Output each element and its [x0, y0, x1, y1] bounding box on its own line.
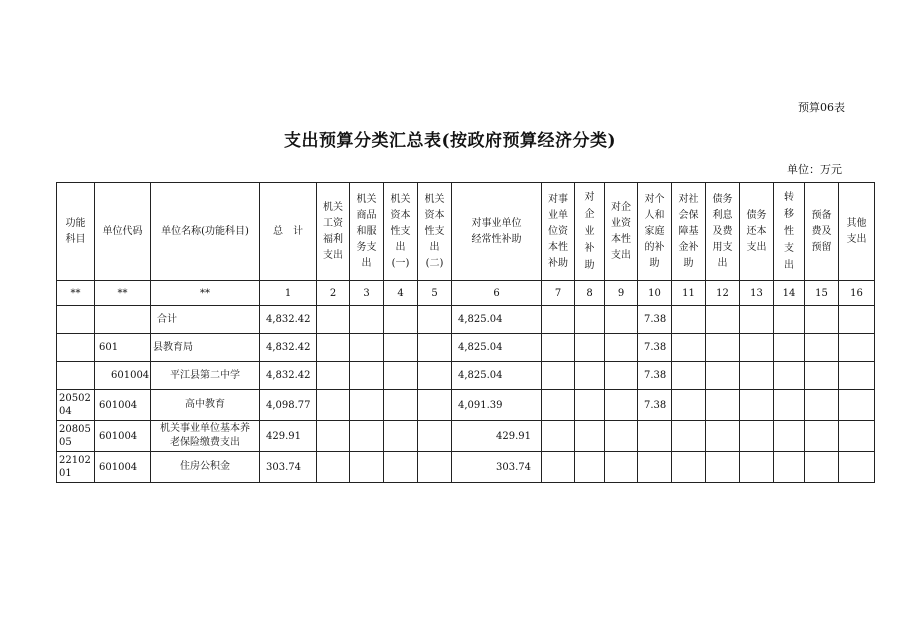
value-cell-c3: [350, 334, 384, 362]
col-3-header: 机关商品和服务支出: [350, 183, 384, 281]
value-cell-c3: [350, 452, 384, 483]
value-cell-c5: [418, 452, 452, 483]
value-cell-c15: [805, 362, 839, 390]
value-cell-c3: [350, 306, 384, 334]
value-cell-c13: [740, 452, 774, 483]
value-cell-c7: [542, 334, 575, 362]
value-cell-c3: [350, 362, 384, 390]
func-code-cell: [57, 334, 95, 362]
func-code-cell: [57, 362, 95, 390]
index-cell: 6: [452, 281, 542, 306]
value-cell-c12: [706, 390, 740, 421]
table-row: [57, 306, 875, 334]
value-cell-c8: [575, 452, 605, 483]
value-cell-c4: [384, 421, 418, 452]
value-cell-c9: [605, 334, 638, 362]
value-cell-c13: [740, 362, 774, 390]
total-cell: 429.91: [260, 421, 317, 452]
value-cell-c11: [672, 421, 706, 452]
col-9-header: 对企业资本性支出: [605, 183, 638, 281]
unit-code-cell: 601004: [95, 362, 151, 390]
value-cell-c5: [418, 421, 452, 452]
value-cell-c12: [706, 452, 740, 483]
unit-name-text: 住房公积金: [180, 461, 230, 472]
value-cell-c15: [805, 452, 839, 483]
func-code-cell: 2210201: [57, 452, 95, 483]
value-cell-c6: 4,825.04: [452, 362, 542, 390]
value-cell-c15: [805, 334, 839, 362]
index-cell: 13: [740, 281, 774, 306]
value-cell-c10: [638, 452, 672, 483]
value-cell-c14: [774, 452, 805, 483]
index-cell: 15: [805, 281, 839, 306]
value-cell-c7: [542, 452, 575, 483]
value-cell-c12: [706, 306, 740, 334]
value-cell-c8: [575, 421, 605, 452]
value-cell-c8: [575, 306, 605, 334]
col-14-header: 转移性支出: [774, 183, 805, 281]
value-cell-c7: [542, 306, 575, 334]
value-cell-c8: [575, 334, 605, 362]
total-cell: 4,832.42: [260, 306, 317, 334]
value-cell-c2: [317, 362, 350, 390]
col-13-header: 债务还本支出: [740, 183, 774, 281]
unit-code-cell: 601004: [95, 452, 151, 483]
value-cell-c4: [384, 362, 418, 390]
index-cell: 11: [672, 281, 706, 306]
index-cell: 16: [839, 281, 875, 306]
table-row: [57, 362, 875, 390]
index-cell: **: [95, 281, 151, 306]
index-cell: 7: [542, 281, 575, 306]
index-cell: 2: [317, 281, 350, 306]
value-cell-c10: 7.38: [638, 334, 672, 362]
col-5-header: 机关资本性支出(二): [418, 183, 452, 281]
value-cell-c11: [672, 452, 706, 483]
unit-name-cell: [151, 452, 260, 483]
index-cell: 9: [605, 281, 638, 306]
value-cell-c7: [542, 362, 575, 390]
value-cell-c14: [774, 390, 805, 421]
value-cell-c14: [774, 421, 805, 452]
value-cell-c13: [740, 306, 774, 334]
budget-table: [56, 182, 875, 483]
value-cell-c5: [418, 334, 452, 362]
value-cell-c7: [542, 421, 575, 452]
index-cell: 1: [260, 281, 317, 306]
col-11-header: 对社会保障基金补助: [672, 183, 706, 281]
func-code-cell: 2080505: [57, 421, 95, 452]
col-12-header: 债务利息及费用支出: [706, 183, 740, 281]
value-cell-c9: [605, 421, 638, 452]
value-cell-c12: [706, 421, 740, 452]
index-cell: 3: [350, 281, 384, 306]
total-cell: 4,832.42: [260, 334, 317, 362]
value-cell-c9: [605, 390, 638, 421]
value-cell-c9: [605, 452, 638, 483]
value-cell-c15: [805, 306, 839, 334]
value-cell-c2: [317, 390, 350, 421]
value-cell-c11: [672, 390, 706, 421]
col-15-header: 预备费及预留: [805, 183, 839, 281]
value-cell-c2: [317, 306, 350, 334]
total-cell: 303.74: [260, 452, 317, 483]
value-cell-c13: [740, 390, 774, 421]
value-cell-c12: [706, 362, 740, 390]
index-cell: 8: [575, 281, 605, 306]
value-cell-c4: [384, 390, 418, 421]
value-cell-c9: [605, 306, 638, 334]
value-cell-c10: [638, 421, 672, 452]
unit-name-cell: [151, 306, 260, 334]
index-cell: **: [57, 281, 95, 306]
unit-name-text: 机关事业单位基本养老保险缴费支出: [160, 423, 250, 448]
col-2-header: 机关工资福利支出: [317, 183, 350, 281]
value-cell-c8: [575, 362, 605, 390]
value-cell-c16: [839, 390, 875, 421]
value-cell-c7: [542, 390, 575, 421]
value-cell-c2: [317, 452, 350, 483]
value-cell-c6: 429.91: [452, 421, 542, 452]
index-cell: 10: [638, 281, 672, 306]
value-cell-c6: 4,825.04: [452, 334, 542, 362]
value-cell-c4: [384, 452, 418, 483]
index-cell: **: [151, 281, 260, 306]
func-code-cell: 2050204: [57, 390, 95, 421]
unit-code-cell: 601: [95, 334, 151, 362]
value-cell-c5: [418, 390, 452, 421]
value-cell-c16: [839, 452, 875, 483]
index-cell: 5: [418, 281, 452, 306]
value-cell-c13: [740, 334, 774, 362]
table-row: [57, 390, 875, 421]
unit-name-cell: [151, 421, 260, 452]
value-cell-c3: [350, 421, 384, 452]
index-cell: 12: [706, 281, 740, 306]
unit-name-cell: [151, 334, 260, 362]
value-cell-c12: [706, 334, 740, 362]
value-cell-c3: [350, 390, 384, 421]
col-16-header: 其他支出: [839, 183, 875, 281]
value-cell-c14: [774, 306, 805, 334]
total-cell: 4,832.42: [260, 362, 317, 390]
value-cell-c16: [839, 334, 875, 362]
table-row: [57, 452, 875, 483]
page-title: 支出预算分类汇总表(按政府预算经济分类): [283, 131, 617, 151]
total-cell: 4,098.77: [260, 390, 317, 421]
col-name-header: 单位名称(功能科目): [151, 183, 260, 281]
col-7-header: 对事业单位资本性补助: [542, 183, 575, 281]
value-cell-c15: [805, 390, 839, 421]
unit-code-cell: 601004: [95, 421, 151, 452]
value-cell-c13: [740, 421, 774, 452]
value-cell-c16: [839, 362, 875, 390]
value-cell-c6: 303.74: [452, 452, 542, 483]
func-code-cell: [57, 306, 95, 334]
col-total-header: 总 计: [260, 183, 317, 281]
unit-code-cell: 601004: [95, 390, 151, 421]
form-number: 预算06表: [798, 101, 845, 114]
unit-label: 单位：万元: [787, 163, 842, 176]
value-cell-c10: 7.38: [638, 362, 672, 390]
value-cell-c16: [839, 306, 875, 334]
value-cell-c15: [805, 421, 839, 452]
value-cell-c11: [672, 306, 706, 334]
col-code-header: 单位代码: [95, 183, 151, 281]
value-cell-c11: [672, 362, 706, 390]
index-cell: 14: [774, 281, 805, 306]
table-row: [57, 421, 875, 452]
index-row: [57, 281, 875, 306]
unit-name-text: 县教育局: [153, 341, 193, 353]
unit-name-text: 合计: [157, 313, 177, 325]
index-cell: 4: [384, 281, 418, 306]
value-cell-c9: [605, 362, 638, 390]
col-6-header: 对事业单位经常性补助: [452, 183, 542, 281]
col-10-header: 对个人和家庭的补助: [638, 183, 672, 281]
unit-name-cell: [151, 362, 260, 390]
value-cell-c8: [575, 390, 605, 421]
value-cell-c14: [774, 334, 805, 362]
header-row: [57, 183, 875, 281]
unit-name-text: 高中教育: [185, 399, 225, 410]
value-cell-c6: 4,091.39: [452, 390, 542, 421]
value-cell-c10: 7.38: [638, 306, 672, 334]
value-cell-c6: 4,825.04: [452, 306, 542, 334]
value-cell-c10: 7.38: [638, 390, 672, 421]
unit-name-cell: [151, 390, 260, 421]
value-cell-c4: [384, 334, 418, 362]
value-cell-c5: [418, 306, 452, 334]
value-cell-c11: [672, 334, 706, 362]
col-4-header: 机关资本性支出(一): [384, 183, 418, 281]
unit-name-text: 平江县第二中学: [170, 369, 240, 381]
col-8-header: 对企业补助: [575, 183, 605, 281]
value-cell-c16: [839, 421, 875, 452]
table-row: [57, 334, 875, 362]
col-func-header: 功能科目: [57, 183, 95, 281]
value-cell-c2: [317, 421, 350, 452]
value-cell-c2: [317, 334, 350, 362]
unit-code-cell: [95, 306, 151, 334]
value-cell-c5: [418, 362, 452, 390]
value-cell-c4: [384, 306, 418, 334]
value-cell-c14: [774, 362, 805, 390]
